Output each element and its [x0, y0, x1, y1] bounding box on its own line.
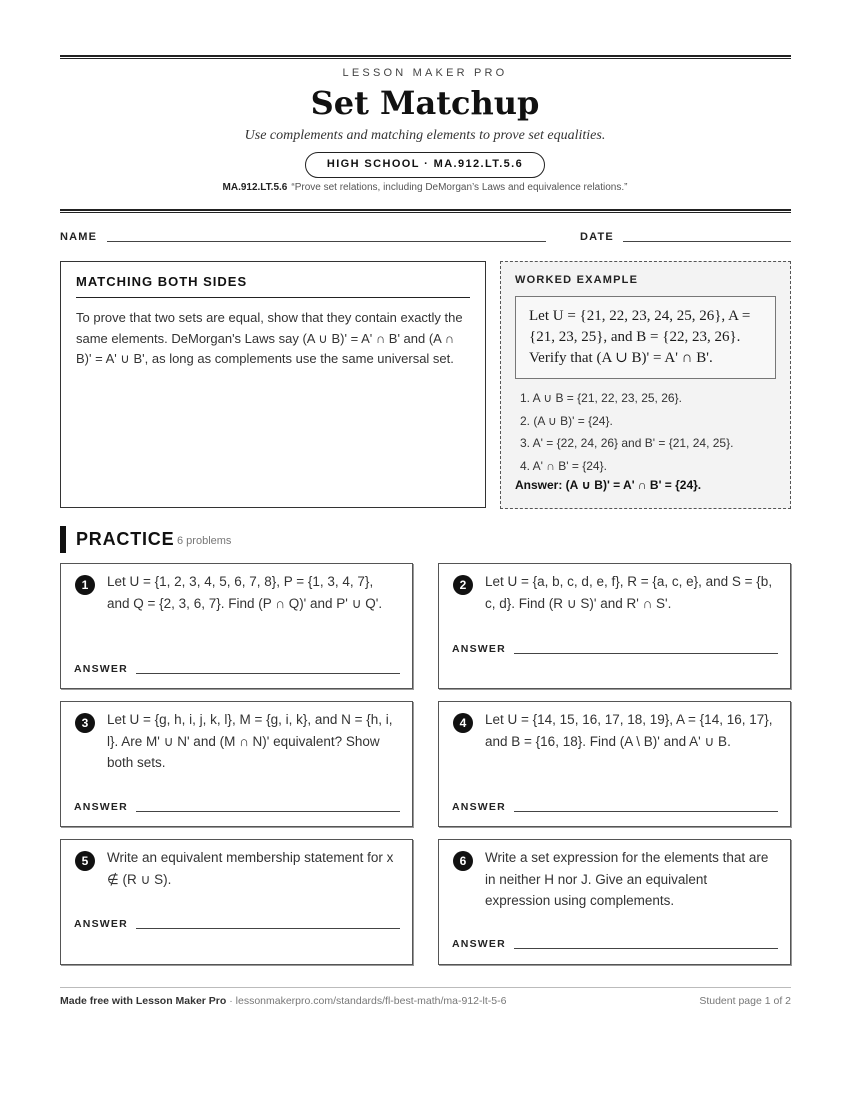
standard-text: “Prove set relations, including DeMorgan’s Laws and equivalence relations.” — [291, 182, 628, 193]
problem-text: Write an equivalent membership statement for x ∉ (R ∪ S). — [107, 850, 394, 887]
problem-number-badge: 1 — [75, 575, 95, 595]
problem-number-badge: 3 — [75, 713, 95, 733]
header-bottom-rule — [60, 209, 791, 213]
answer-field[interactable] — [514, 948, 778, 949]
name-field[interactable] — [107, 241, 546, 242]
answer-field[interactable] — [136, 811, 400, 812]
practice-count: 6 problems — [177, 535, 232, 547]
footer-page-number: Student page 1 of 2 — [699, 995, 791, 1007]
worked-example-answer: Answer: (A ∪ B)' = A' ∩ B' = {24}. — [515, 478, 702, 492]
answer-label: ANSWER — [74, 801, 128, 813]
concept-text: To prove that two sets are equal, show that they contain exactly the same elements. DeMorgan's Laws say (A ∪ B)' = A' ∩ B' and (A ∩ B)' = A' ∪ B', as long as complements use the same universal set. — [76, 310, 463, 366]
practice-title: PRACTICE — [76, 529, 175, 549]
problem-number-badge: 4 — [453, 713, 473, 733]
problem-text: Let U = {a, b, c, d, e, f}, R = {a, c, e}, and S = {b, c, d}. Find (R ∪ S)' and R' ∩ S'. — [485, 574, 773, 611]
answer-label: ANSWER — [74, 663, 128, 675]
problem-card-2 — [438, 563, 791, 689]
problem-card-6 — [438, 839, 791, 965]
problem-card-5 — [60, 839, 413, 965]
answer-label: ANSWER — [452, 801, 506, 813]
header-top-rule — [60, 55, 791, 59]
problem-number-badge: 6 — [453, 851, 473, 871]
page-title: Set Matchup — [310, 84, 540, 122]
footer-brand-link[interactable]: Made free with Lesson Maker Pro — [60, 995, 227, 1007]
standard-description — [0, 182, 850, 193]
footer-url[interactable]: · lessonmakerpro.com/standards/fl-best-math/ma-912-lt-5-6 — [226, 995, 507, 1007]
problem-number-badge: 2 — [453, 575, 473, 595]
answer-field[interactable] — [514, 653, 778, 654]
answer-label: ANSWER — [74, 918, 128, 930]
concept-heading: MATCHING BOTH SIDES — [76, 274, 470, 298]
worked-example-box — [500, 261, 791, 509]
worked-step: 2. (A ∪ B)' = {24}. — [520, 413, 613, 428]
problem-card-4 — [438, 701, 791, 827]
standard-code: MA.912.LT.5.6 — [222, 182, 288, 193]
problem-text: Write a set expression for the elements that are in neither H nor J. Give an equivalent expression using complements. — [485, 850, 769, 908]
problem-number-badge: 5 — [75, 851, 95, 871]
brand-name: LESSON MAKER PRO — [342, 67, 508, 79]
date-label: DATE — [580, 231, 614, 243]
worked-example-problem: Let U = {21, 22, 23, 24, 25, 26}, A = {21, 23, 25}, and B = {22, 23, 26}. Verify that (A ∪ B)' = A' ∩ B'. — [515, 296, 776, 379]
practice-accent-bar — [60, 526, 66, 553]
problem-card-1 — [60, 563, 413, 689]
answer-field[interactable] — [514, 811, 778, 812]
problem-text: Let U = {14, 15, 16, 17, 18, 19}, A = {14, 16, 17}, and B = {16, 18}. Find (A \ B)' and A' ∪ B. — [485, 712, 773, 749]
worked-step: 1. A ∪ B = {21, 22, 23, 25, 26}. — [520, 391, 682, 405]
footer-credit — [60, 995, 506, 1007]
problem-text: Let U = {1, 2, 3, 4, 5, 6, 7, 8}, P = {1, 3, 4, 7}, and Q = {2, 3, 6, 7}. Find (P ∩ Q)' and P' ∪ Q'. — [107, 574, 383, 611]
worked-example-heading: WORKED EXAMPLE — [515, 274, 639, 286]
answer-field[interactable] — [136, 928, 400, 929]
date-field[interactable] — [623, 241, 791, 242]
problem-card-3 — [60, 701, 413, 827]
problem-text: Let U = {g, h, i, j, k, l}, M = {g, i, k}, and N = {h, i, l}. Are M' ∪ N' and (M ∩ N)' equivalent? Show both sets. — [107, 712, 393, 770]
footer-rule — [60, 987, 791, 988]
name-label: NAME — [60, 231, 98, 243]
worked-example-steps — [520, 387, 776, 477]
grade-standard-pill: HIGH SCHOOL · MA.912.LT.5.6 — [305, 152, 545, 178]
concept-box — [60, 261, 486, 508]
page-subtitle: Use complements and matching elements to prove set equalities. — [244, 128, 606, 143]
answer-label: ANSWER — [452, 643, 506, 655]
worked-step: 4. A' ∩ B' = {24}. — [520, 458, 607, 473]
answer-label: ANSWER — [452, 938, 506, 950]
answer-field[interactable] — [136, 673, 400, 674]
worked-step: 3. A' = {22, 24, 26} and B' = {21, 24, 25}. — [520, 436, 734, 450]
